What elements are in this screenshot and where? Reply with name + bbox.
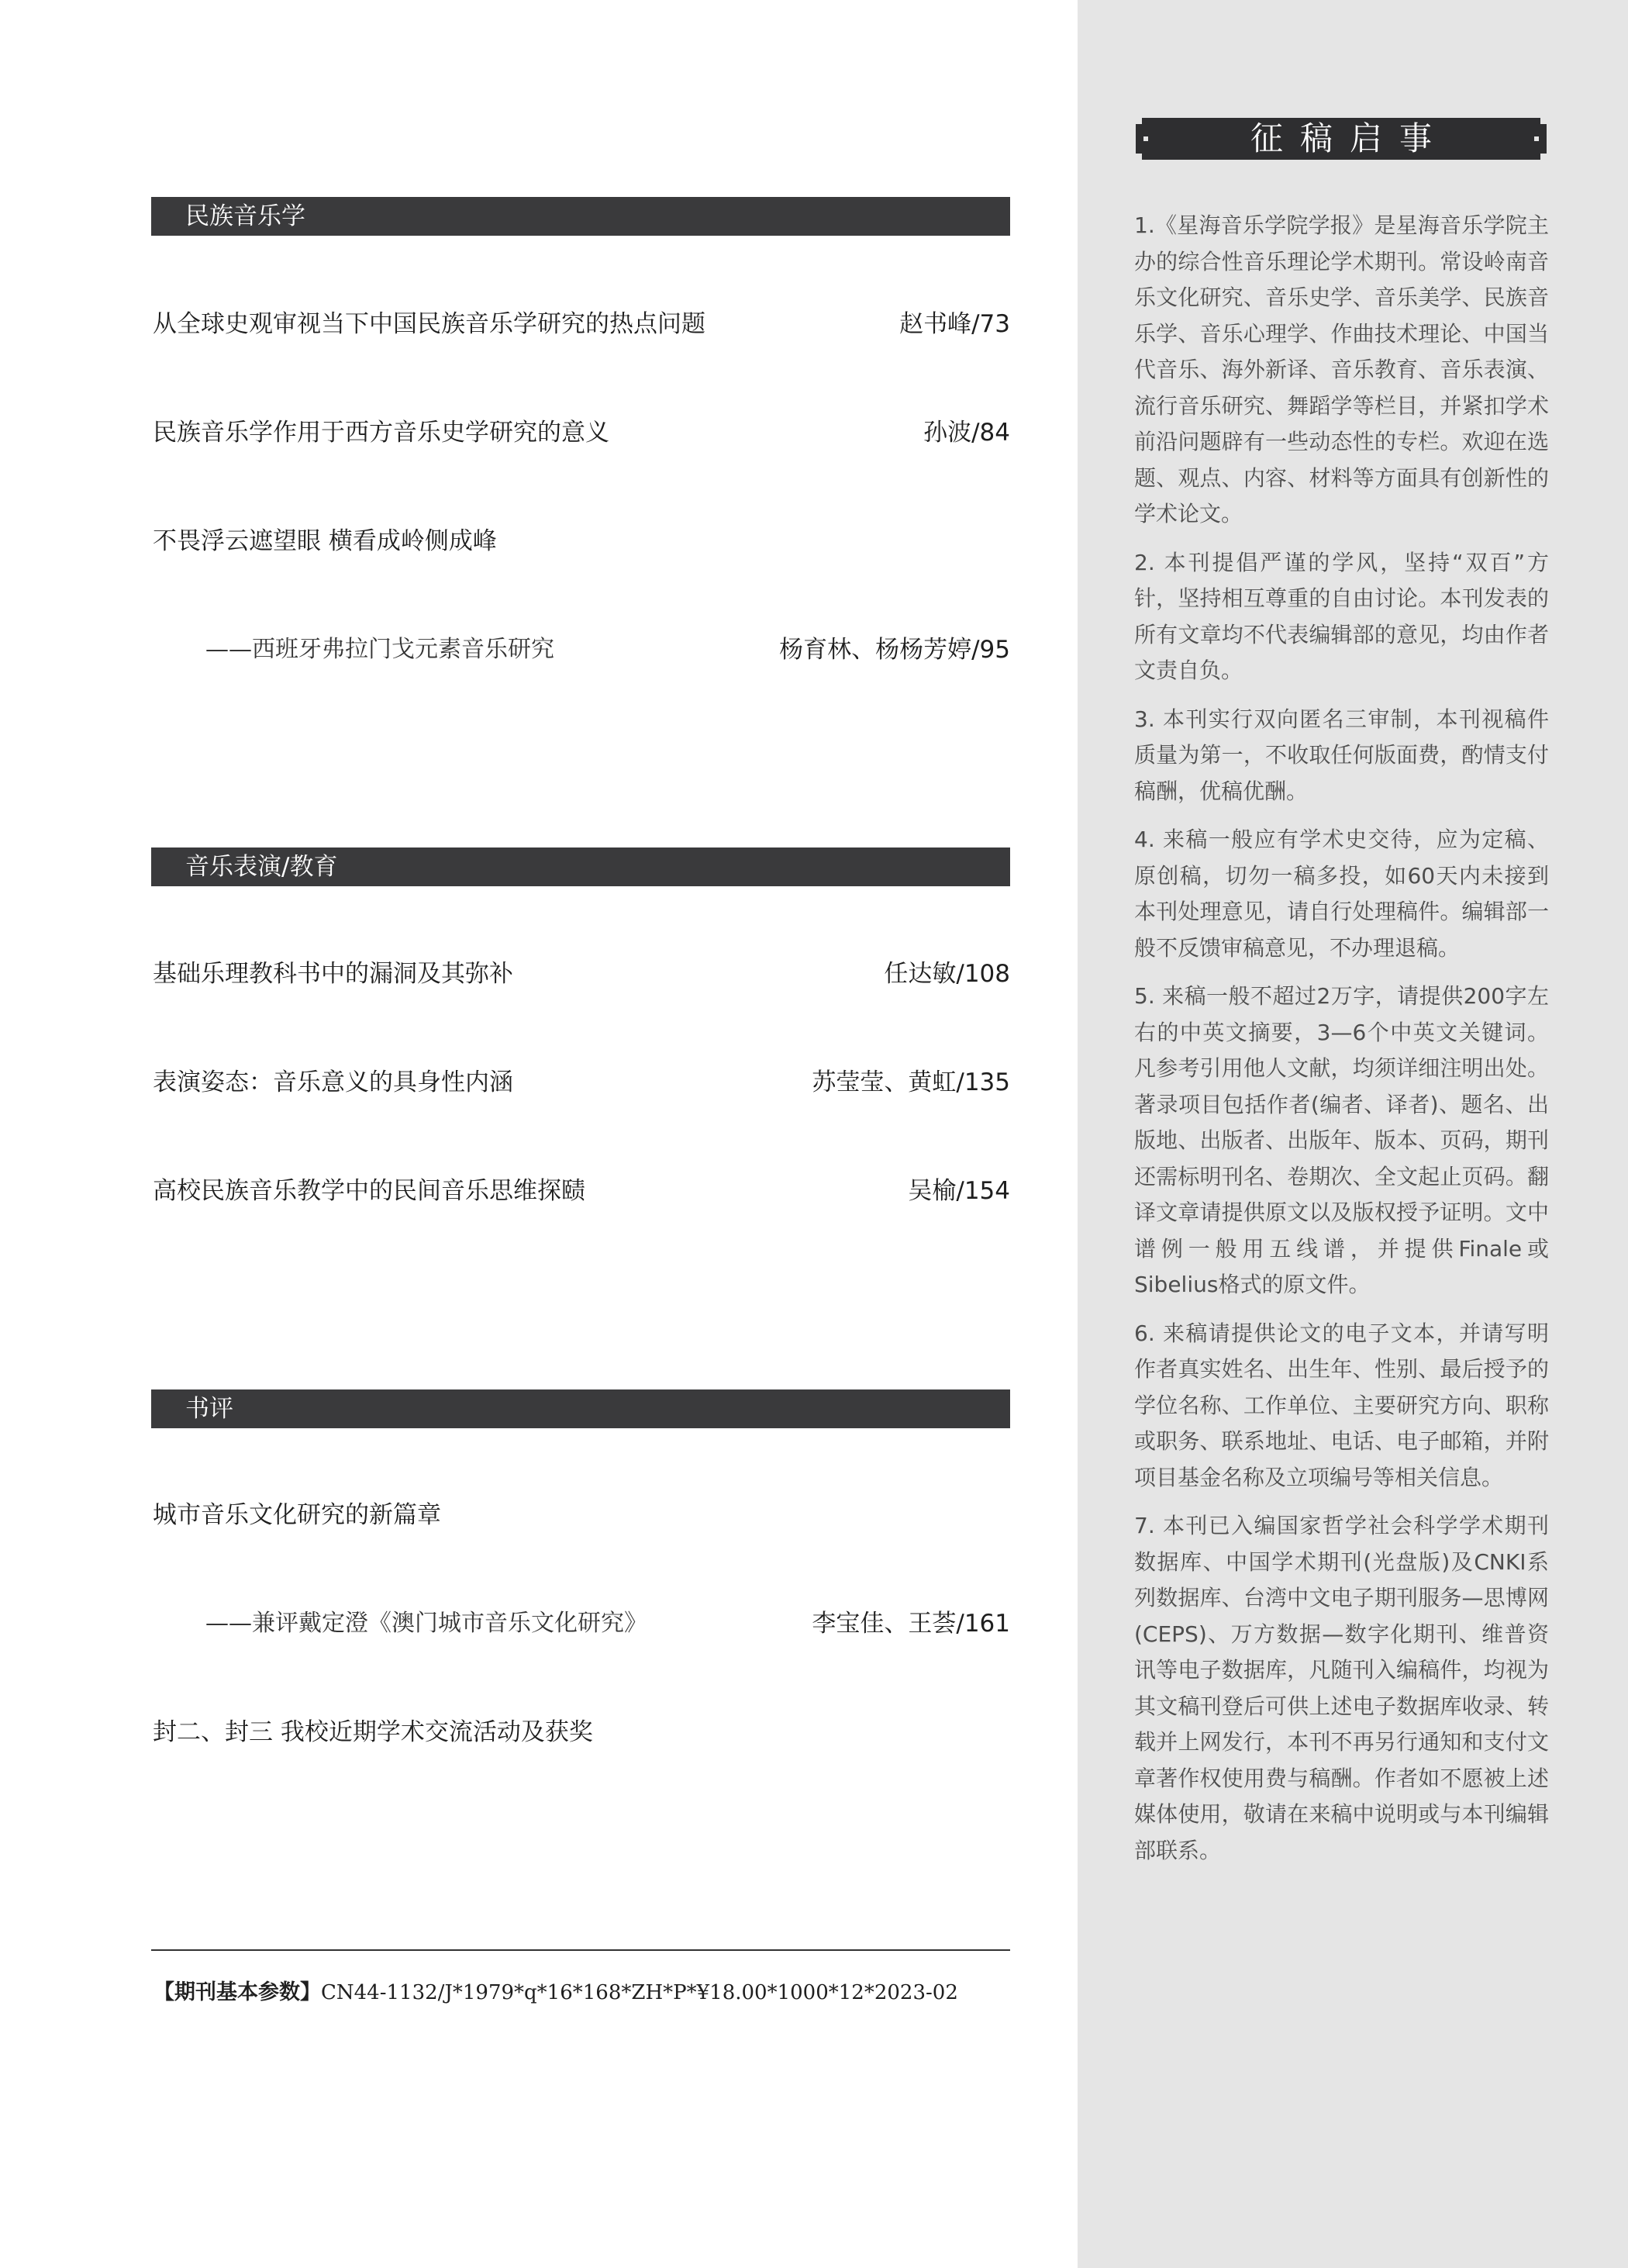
toc-entry[interactable]: [151, 1498, 1010, 1532]
section-header: 书评: [151, 1389, 1010, 1428]
notice-paragraph: 6. 来稿请提供论文的电子文本，并请写明作者真实姓名、出生年、性别、最后授予的学位名称、工作单位、主要研究方向、职称或职务、联系地址、电话、电子邮箱，并附项目基金名称及立项编号等相关信息。: [1134, 1320, 1549, 1490]
notice-title-box: [1136, 118, 1547, 160]
section-header: 音乐表演/教育: [151, 847, 1010, 886]
entry-title: 城市音乐文化研究的新篇章: [153, 1501, 441, 1529]
notice-paragraph: 2. 本刊提倡严谨的学风，坚持“双百”方针，坚持相互尊重的自由讨论。本刊发表的所有文章均不代表编辑部的意见，均由作者文责自负。: [1134, 549, 1549, 683]
toc-entry[interactable]: [151, 1715, 1010, 1749]
entry-title: 从全球史观审视当下中国民族音乐学研究的热点问题: [153, 310, 705, 338]
entry-title: 表演姿态：音乐意义的具身性内涵: [153, 1068, 513, 1096]
entry-title: 不畏浮云遮望眼 横看成岭侧成峰: [153, 527, 497, 555]
notice-paragraph: 1.《星海音乐学院学报》是星海音乐学院主办的综合性音乐理论学术期刊。常设岭南音乐文化研究、音乐史学、音乐美学、民族音乐学、音乐心理学、作曲技术理论、中国当代音乐、海外新译、音乐教育、音乐表演、流行音乐研究、舞蹈学等栏目，并紧扣学术前沿问题辟有一些动态性的专栏。欢迎在选题、观点、内容、材料等方面具有创新性的学术论文。: [1134, 212, 1549, 526]
toc-entry[interactable]: [151, 1065, 1010, 1099]
notice-paragraph: 7. 本刊已入编国家哲学社会科学学术期刊数据库、中国学术期刊(光盘版)及CNKI系列数据库、台湾中文电子期刊服务—思博网(CEPS)、万方数据—数字化期刊、维普资讯等电子数据库，凡随刊入编稿件，均视为其文稿刊登后可供上述电子数据库收录、转载并上网发行，本刊不再另行通知和支付文章著作权使用费与稿酬。作者如不愿被上述媒体使用，敬请在来稿中说明或与本刊编辑部联系。: [1134, 1513, 1549, 1863]
entry-title: 基础乐理教科书中的漏洞及其弥补: [153, 960, 513, 988]
toc-entry[interactable]: [151, 957, 1010, 991]
toc-entry[interactable]: [151, 416, 1010, 450]
toc-entry[interactable]: [151, 1174, 1010, 1208]
entry-author-page: 杨育林、杨杨芳婷/95: [779, 636, 1010, 664]
entry-author-page: 孙波/84: [923, 419, 1010, 447]
call-for-papers-panel: [1078, 0, 1628, 2268]
toc-entry[interactable]: [151, 524, 1010, 558]
notice-title: 征稿启事: [1250, 119, 1449, 157]
entry-author-page: 赵书峰/73: [899, 310, 1010, 338]
params-value: CN44-1132/J*1979*q*16*168*ZH*P*¥18.00*1000*12*2023-02: [321, 1981, 958, 2004]
toc-entry-subtitle[interactable]: [151, 1607, 1010, 1641]
section-header: 民族音乐学: [151, 197, 1010, 236]
entry-title: 高校民族音乐教学中的民间音乐思维探赜: [153, 1177, 585, 1205]
toc-entry[interactable]: [151, 307, 1010, 341]
notice-paragraph: 5. 来稿一般不超过2万字，请提供200字左右的中英文摘要，3—6个中英文关键词。凡参考引用他人文献，均须详细注明出处。著录项目包括作者(编者、译者)、题名、出版地、出版者、出版年、版本、页码，期刊还需标明刊名、卷期次、全文起止页码。翻译文章请提供原文以及版权授予证明。文中谱例一般用五线谱，并提供Finale或Sibelius格式的原文件。: [1134, 983, 1549, 1297]
divider: [151, 1949, 1010, 1951]
entry-title: 民族音乐学作用于西方音乐史学研究的意义: [153, 419, 609, 447]
entry-author-page: 任达敏/108: [884, 960, 1010, 988]
toc-entry-subtitle[interactable]: [151, 633, 1010, 667]
entry-title: 封二、封三 我校近期学术交流活动及获奖: [153, 1718, 593, 1746]
journal-params: [153, 1977, 958, 2008]
entry-subtitle: ——西班牙弗拉门戈元素音乐研究: [205, 636, 554, 663]
table-of-contents: [151, 0, 1010, 2268]
entry-author-page: 李宝佳、王荟/161: [812, 1610, 1010, 1638]
params-label: 【期刊基本参数】: [153, 1980, 321, 2004]
notice-paragraph: 3. 本刊实行双向匿名三审制，本刊视稿件质量为第一，不收取任何版面费，酌情支付稿酬，优稿优酬。: [1134, 706, 1549, 804]
entry-author-page: 吴榆/154: [908, 1177, 1010, 1205]
entry-subtitle: ——兼评戴定澄《澳门城市音乐文化研究》: [205, 1610, 647, 1637]
notice-paragraph: 4. 来稿一般应有学术史交待，应为定稿、原创稿，切勿一稿多投，如60天内未接到本刊处理意见，请自行处理稿件。编辑部一般不反馈审稿意见，不办理退稿。: [1134, 827, 1549, 961]
notice-body: [1134, 208, 1549, 1881]
entry-author-page: 苏莹莹、黄虹/135: [812, 1068, 1010, 1096]
